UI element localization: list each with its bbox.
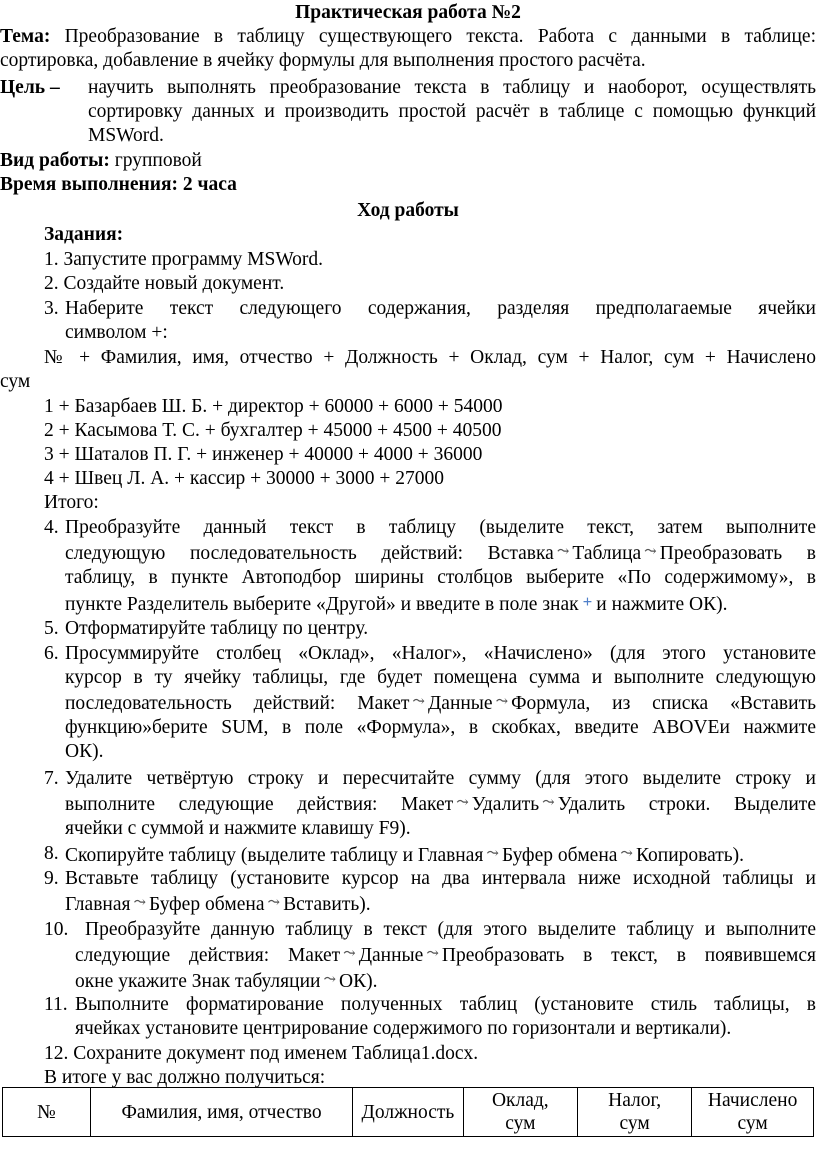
step-5: 5. Отформатируйте таблицу по центру. (44, 617, 816, 641)
table-header-cell: Налог, сум (578, 1088, 692, 1137)
arrow-icon: ⤳ (426, 946, 439, 962)
goal-label: Цель – (0, 77, 60, 98)
plus-icon: + (582, 592, 593, 611)
step-9: 9. Вставьте таблицу (установите курсор на два интервала ниже исходной таблицы и Главная ⤳ Буфер обмена ⤳ Вставить). (44, 868, 816, 915)
step-8-text: Скопируйте таблицу (выделите таблицу и Главная ⤳ Буфер обмена ⤳ Копировать). (65, 842, 816, 868)
sample-row-3: 3 + Шаталов П. Г. + инженер + 40000 + 4000 + 36000 (44, 444, 483, 465)
table-header-cell: № (3, 1088, 91, 1137)
arrow-icon: ⤳ (542, 795, 555, 811)
step-9-line1: Вставьте таблицу (установите курсор на два интервала ниже исходной таблицы и (65, 868, 816, 889)
step-4-line3: таблицу, в пункте Автоподбор ширины столбцов выберите «По содержимому», в (65, 567, 816, 588)
goal-paragraph (0, 76, 816, 148)
topic-label: Тема: (0, 26, 51, 47)
arrow-icon: ⤳ (267, 895, 281, 911)
sample-total: Итого: (44, 492, 99, 513)
step-10-line2: следующие действия: Макет ⤳ Данные ⤳ Преобразовать в текст, в появившемся (75, 942, 816, 968)
sample-row-1: 1 + Базарбаев Ш. Б. + директор + 60000 + 6000 + 54000 (44, 396, 503, 417)
step-6-line4: функцию»берите SUM, в поле «Формула», в скобках, введите ABOVEи нажмите (65, 717, 816, 738)
sample-header-line1: № + Фамилия, имя, отчество + Должность + Оклад, сум + Налог, сум + Начислено (44, 347, 816, 368)
work-type-label: Вид работы: (0, 150, 110, 171)
page-title: Практическая работа №2 (295, 2, 521, 23)
step-5-text: Отформатируйте таблицу по центру. (65, 618, 369, 639)
step-10-line1: Преобразуйте данную таблицу в текст (для этого выделите таблицу и выполните (85, 919, 816, 940)
step-11: 11. Выполните форматирование полученных таблиц (установите стиль таблицы, в ячейках установите центрирование содержимого по горизонтали и вертикали). (44, 994, 816, 1039)
step-11-line1: Выполните форматирование полученных таблиц (установите стиль таблицы, в (75, 994, 816, 1015)
table-header-cell: Фамилия, имя, отчество (90, 1088, 352, 1137)
step-6-line3: последовательность действий: Макет ⤳ Данные ⤳ Формула, из списка «Вставить (65, 690, 816, 716)
task-3: 3. Наберите текст следующего содержания, разделяя предполагаемые ячейки символом +: (44, 298, 816, 343)
topic-text-line2: сортировка, добавление в ячейку формулы для выполнения простого расчёта. (0, 50, 646, 71)
arrow-icon: ⤳ (644, 544, 657, 560)
duration: Время выполнения: 2 часа (0, 174, 237, 195)
step-6-line2: курсор в ту ячейку таблицы, где будет помещена сумма и выполните следующую (65, 667, 816, 688)
step-10-line3: окне укажите Знак табуляции ⤳ ОК). (75, 968, 816, 994)
arrow-icon: ⤳ (620, 846, 633, 862)
arrow-icon: ⤳ (556, 544, 570, 560)
sample-header-line2: сум (0, 371, 31, 392)
sample-row-4: 4 + Швец Л. А. + кассир + 30000 + 3000 + 27000 (44, 468, 444, 489)
task-1-text: Запустите программу MSWord. (63, 249, 324, 270)
task-3-line2: символом +: (65, 322, 168, 343)
arrow-icon: ⤳ (343, 946, 356, 962)
step-11-line2: ячейках установите центрирование содержимого по горизонтали и вертикали). (75, 1018, 732, 1039)
arrow-icon: ⤳ (495, 694, 509, 710)
goal-text-line3: MSWord. (88, 125, 164, 146)
arrow-icon: ⤳ (456, 795, 469, 811)
step-8: 8. Скопируйте таблицу (выделите таблицу и Главная ⤳ Буфер обмена ⤳ Копировать). (44, 842, 816, 868)
work-type-value: групповой (114, 150, 202, 171)
arrow-icon: ⤳ (412, 694, 425, 710)
step-9-line2: Главная ⤳ Буфер обмена ⤳ Вставить). (65, 891, 816, 917)
task-2: 2. Создайте новый документ. (44, 273, 285, 294)
step-7-line3: ячейки с суммой и нажмите клавишу F9). (65, 818, 411, 839)
table-header-cell: Оклад, сум (463, 1088, 577, 1137)
step-7-line1: Удалите четвёртую строку и пересчитайте сумму (для этого выделите строку и (65, 768, 816, 789)
table-header-cell: Должность (353, 1088, 463, 1137)
table-header-cell: Начислено сум (692, 1088, 814, 1137)
section-title: Ход работы (357, 200, 459, 221)
step-12: 12. Сохраните документ под именем Таблица1.docx. (44, 1043, 479, 1064)
arrow-icon: ⤳ (486, 846, 499, 862)
step-4-line2: следующую последовательность действий: Вставка ⤳ Таблица ⤳ Преобразовать в (65, 540, 816, 566)
step-4-line1: Преобразуйте данный текст в таблицу (выделите текст, затем выполните (65, 517, 816, 538)
step-10: 10. Преобразуйте данную таблицу в текст (для этого выделите таблицу и выполните следующие действия: Макет ⤳ Данные ⤳ Преобразовать в текст, в появившемся окне укажите Знак табуляции ⤳ ОК). (44, 919, 816, 992)
step-6-line1: Просуммируйте столбец «Оклад», «Налог», «Начислено» (для этого установите (65, 643, 816, 664)
arrow-icon: ⤳ (133, 895, 147, 911)
task-3-line1: Наберите текст следующего содержания, разделяя предполагаемые ячейки (65, 298, 816, 319)
task-2-text: Создайте новый документ. (63, 273, 285, 294)
result-table (2, 1087, 814, 1137)
step-6: 6. Просуммируйте столбец «Оклад», «Налог», «Начислено» (для этого установите курсор в ту ячейку таблицы, где будет помещена сумма и выполните следующую последовательность действий: Макет ⤳ Данные ⤳ Формула, из списка «Вставить функцию»берите SUM, в поле «Формула», в скобках, введите ABOVEи нажмите ОК). (44, 643, 816, 762)
goal-text-line1: научить выполнять преобразование текста в таблицу и наоборот, осуществлять (88, 77, 816, 98)
step-6-line5: ОК). (65, 741, 104, 762)
tasks-label: Задания: (44, 224, 124, 245)
task-1: 1. Запустите программу MSWord. (44, 249, 324, 270)
work-type (0, 149, 202, 173)
step-7-line2: выполните следующие действия: Макет ⤳ Удалить ⤳ Удалить строки. Выделите (65, 791, 816, 817)
goal-text-line2: сортировку данных и производить простой расчёт в таблице с помощью функций (88, 101, 816, 122)
table-header-row (3, 1088, 814, 1137)
sample-row-2: 2 + Касымова Т. С. + бухгалтер + 45000 + 4500 + 40500 (44, 420, 502, 441)
step-7: 7. Удалите четвёртую строку и пересчитайте сумму (для этого выделите строку и выполните следующие действия: Макет ⤳ Удалить ⤳ Удалить строки. Выделите ячейки с суммой и нажмите клавишу F9). (44, 768, 816, 839)
step-4: 4. Преобразуйте данный текст в таблицу (выделите текст, затем выполните следующую последовательность действий: Вставка ⤳ Таблица ⤳ Преобразовать в таблицу, в пункте Автоподбор ширины столбцов выберите «По содержимому», в пункте Разделитель выберите «Другой» и введите в поле знак + и нажмите ОК). (44, 517, 816, 615)
step-4-line4: пункте Разделитель выберите «Другой» и введите в поле знак + и нажмите ОК). (65, 592, 728, 615)
step-12-text: Сохраните документ под именем Таблица1.docx. (73, 1043, 479, 1064)
topic-paragraph (0, 25, 816, 73)
topic-text-line1: Преобразование в таблицу существующего текста. Работа с данными в таблице: (64, 26, 816, 47)
arrow-icon: ⤳ (323, 972, 337, 988)
result-intro: В итоге у вас должно получиться: (44, 1067, 326, 1088)
